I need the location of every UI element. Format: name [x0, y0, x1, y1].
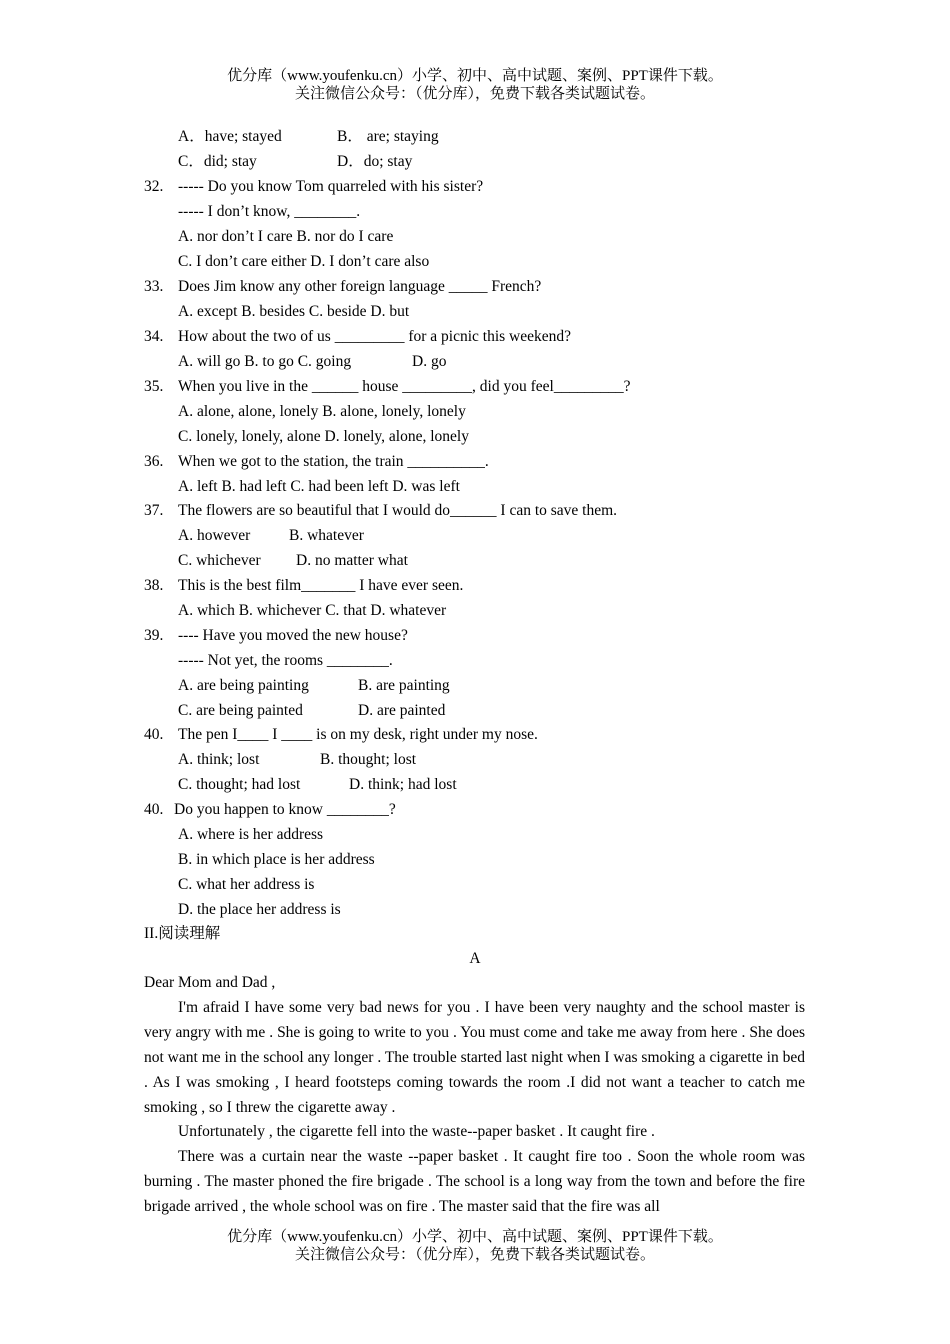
question-number: 32.: [144, 178, 164, 195]
question-options: [178, 352, 446, 372]
question-options: A. left B. had left C. had been left D. was left: [178, 478, 460, 495]
question-stem: ---- Have you moved the new house?: [178, 627, 408, 644]
option-d: D. are painted: [358, 702, 446, 719]
question-number: 40.: [144, 726, 164, 743]
option-a: A. however: [178, 527, 251, 544]
question-options: A. alone, alone, lonely B. alone, lonely, lonely: [178, 403, 466, 420]
section-title: II.阅读理解: [144, 925, 221, 942]
option-c: C. whichever: [178, 552, 261, 569]
letter-salutation: Dear Mom and Dad ,: [144, 974, 276, 991]
question-number: 36.: [144, 453, 164, 470]
option-b: B. thought; lost: [320, 751, 417, 768]
question-options: [178, 526, 364, 546]
option-b: B. are painting: [358, 677, 450, 694]
question-options: [178, 676, 450, 696]
option-b: B. whatever: [289, 527, 364, 544]
page-footer: [0, 1228, 950, 1264]
question-options: [178, 750, 416, 770]
question-dialogue: ----- Not yet, the rooms ________.: [178, 652, 393, 669]
question-options: [178, 551, 408, 571]
question-options: [178, 701, 445, 721]
question-stem: The pen I____ I ____ is on my desk, right under my nose.: [178, 726, 538, 743]
option-d: D．do; stay: [337, 153, 413, 170]
question-stem: The flowers are so beautiful that I would do______ I can to save them.: [178, 502, 618, 519]
question-stem: Does Jim know any other foreign language _____ French?: [178, 278, 542, 295]
option-b: B． are; staying: [337, 128, 439, 145]
footer-line-1: 优分库（www.youfenku.cn）小学、初中、高中试题、案例、PPT课件下载。: [227, 1229, 723, 1245]
question-number: 38.: [144, 577, 164, 594]
option-a: A. where is her address: [178, 826, 324, 843]
question-stem: This is the best film_______ I have ever seen.: [178, 577, 464, 594]
header-line-2: 关注微信公众号：（优分库），免费下载各类试题试卷。: [294, 86, 655, 102]
question-number: 34.: [144, 328, 164, 345]
question-number: 35.: [144, 378, 164, 395]
option-d: D. go: [412, 353, 447, 370]
option-c: C. are being painted: [178, 702, 303, 719]
option-a: A. are being painting: [178, 677, 309, 694]
option-c: C. what her address is: [178, 876, 315, 893]
option-d: D. no matter what: [296, 552, 408, 569]
question-options: A. except B. besides C. beside D. but: [178, 303, 410, 320]
question-number: 40.: [144, 801, 164, 818]
question-options: [178, 775, 457, 795]
option-b: B. in which place is her address: [178, 851, 375, 868]
option-c: C. thought; had lost: [178, 776, 301, 793]
option-d: D. the place her address is: [178, 901, 341, 918]
question-31-options-row-1: [178, 127, 439, 147]
passage-paragraph: I'm afraid I have some very bad news for you . I have been very naughty and the school master is very angry with me . She is going to write to you . You must come and take me away from here . She does not want me in the school any longer . The trouble started last night when I was smoking a cigarette in bed . As I was smoking , I heard footsteps coming towards the room .I did not want a teacher to catch me smoking , so I threw the cigarette away .: [144, 998, 805, 1116]
question-31-options-row-2: [178, 152, 412, 172]
passage-paragraph: There was a curtain near the waste --paper basket . It caught fire too . Soon the whole room was burning . The master phoned the fire brigade . The school is a long way from the town and before the fire brigade arrived , the whole school was on fire . The master said that the fire was all: [144, 1148, 805, 1216]
question-options: C. lonely, lonely, alone D. lonely, alone, lonely: [178, 428, 469, 445]
question-number: 37.: [144, 502, 164, 519]
question-dialogue: ----- I don’t know, ________.: [178, 203, 361, 220]
option-a: A．have; stayed: [178, 128, 282, 145]
footer-line-2: 关注微信公众号：（优分库），免费下载各类试题试卷。: [294, 1247, 655, 1263]
question-stem: Do you happen to know ________?: [174, 801, 396, 818]
option-c: C．did; stay: [178, 153, 257, 170]
options-a-c: A. will go B. to go C. going: [178, 353, 352, 370]
reading-passage: [144, 971, 805, 1220]
option-d: D. think; had lost: [349, 776, 457, 793]
passage-paragraph: Unfortunately , the cigarette fell into the waste--paper basket . It caught fire .: [178, 1123, 655, 1141]
question-options: C. I don’t care either D. I don’t care also: [178, 253, 430, 270]
page-header: [0, 67, 950, 103]
question-stem: When you live in the ______ house _________, did you feel_________?: [178, 378, 631, 395]
passage-label: A: [469, 950, 481, 967]
header-line-1: 优分库（www.youfenku.cn）小学、初中、高中试题、案例、PPT课件下载。: [227, 68, 723, 84]
option-a: A. think; lost: [178, 751, 260, 768]
question-number: 39.: [144, 627, 164, 644]
question-stem: How about the two of us _________ for a picnic this weekend?: [178, 328, 572, 345]
question-stem: When we got to the station, the train __________.: [178, 453, 489, 470]
question-stem: ----- Do you know Tom quarreled with his sister?: [178, 178, 484, 195]
question-number: 33.: [144, 278, 164, 295]
question-options: A. which B. whichever C. that D. whatever: [178, 602, 447, 619]
question-options: A. nor don’t I care B. nor do I care: [178, 228, 394, 245]
